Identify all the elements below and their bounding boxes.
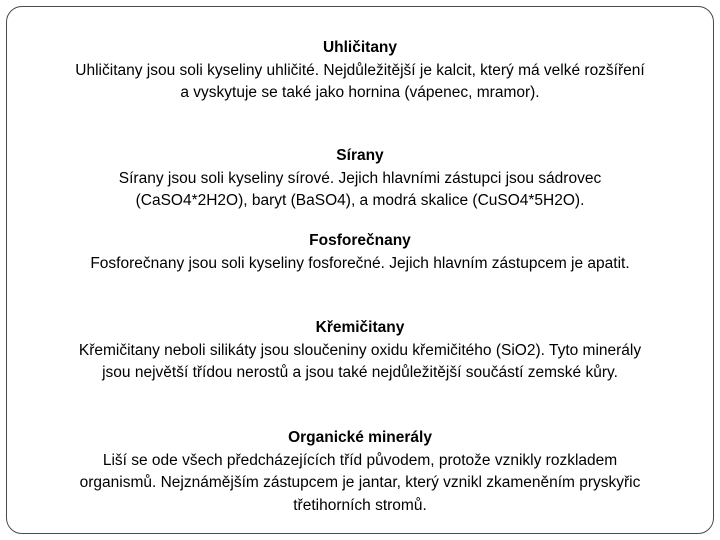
section-text-line: organismů. Nejznámějším zástupcem je jantar, který vznikl zkameněním pryskyřic [79,474,641,491]
section-heading: Organické minerály [288,429,432,446]
section-text-line: Sírany jsou soli kyseliny sírové. Jejich hlavními zástupci jsou sádrovec [118,169,602,187]
section-text-line: (CaSO4*2H2O), baryt (BaSO4), a modrá skalice (CuSO4*5H2O). [135,192,585,209]
section-text-line: třetihorních stromů. [293,496,427,514]
section-sirany [15,145,705,213]
section-uhlicitany [15,37,705,105]
section-heading: Křemičitany [315,319,405,336]
section-heading: Fosforečnany [309,232,411,249]
section-text-line: jsou největší třídou nerostů a jsou také nejdůležitější součástí zemské kůry. [102,364,618,381]
section-text-line: Uhličitany jsou soli kyseliny uhličité. Nejdůležitější je kalcit, který má velké rozšíření [75,61,645,79]
section-fosforecnany [15,230,705,275]
section-text-line: a vyskytuje se také jako hornina (vápenec, mramor). [180,84,540,101]
section-text-line: Křemičitany neboli silikáty jsou sloučeniny oxidu křemičitého (SiO2). Tyto minerály [78,341,642,359]
section-kremicitany [15,317,705,385]
slide-frame [6,6,714,534]
section-heading: Uhličitany [322,39,398,56]
section-organicke-mineraly [15,427,705,517]
section-text-line: Liší se ode všech předcházejících tříd původem, protože vznikly rozkladem [102,451,618,469]
section-text-line: Fosforečnany jsou soli kyseliny fosforečné. Jejich hlavním zástupcem je apatit. [90,254,630,272]
section-heading: Sírany [336,147,384,164]
